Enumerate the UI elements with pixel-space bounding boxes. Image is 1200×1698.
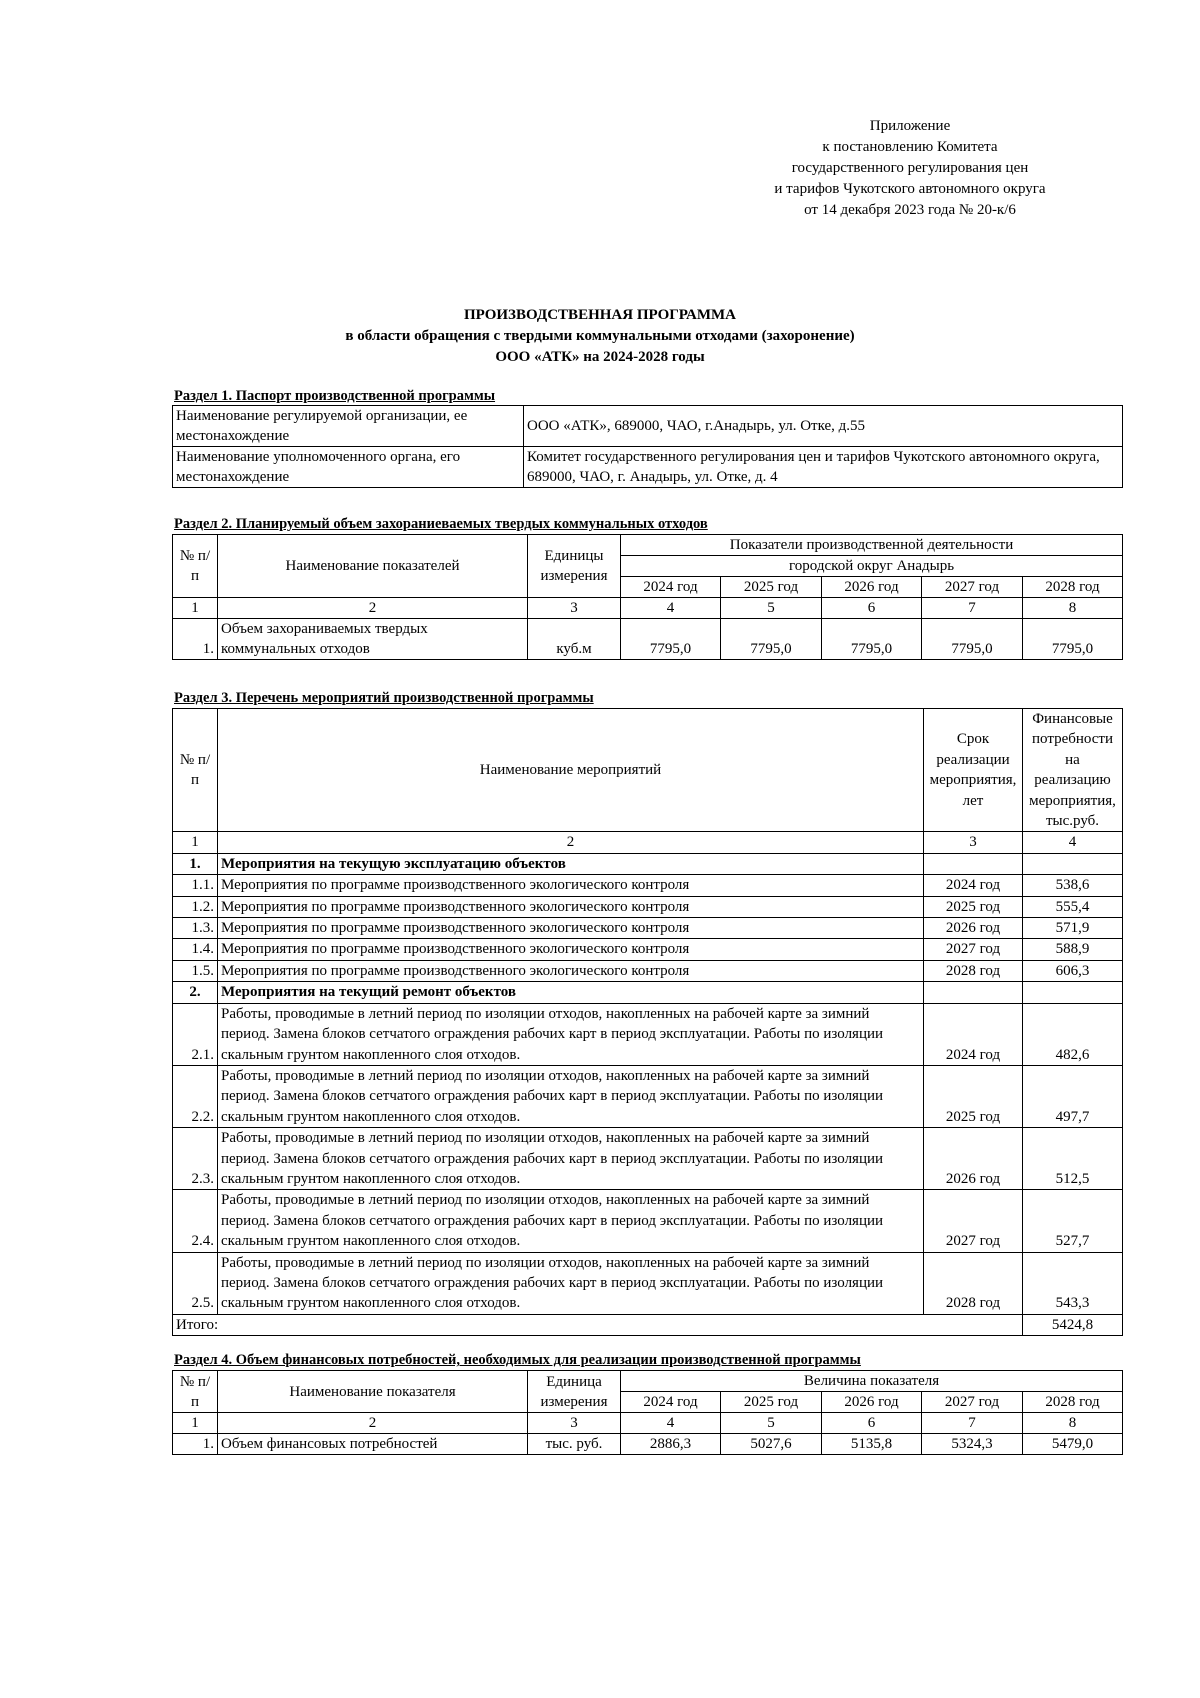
table-row xyxy=(173,1252,1123,1314)
document-title xyxy=(0,305,1200,368)
item-value: 543,3 xyxy=(1023,1252,1123,1314)
item-name: Мероприятия по программе производственного экологического контроля xyxy=(218,896,924,917)
item-term: 2025 год xyxy=(924,1065,1023,1127)
table-row xyxy=(173,535,1123,556)
row-name: Объем захораниваемых твердых коммунальных отходов xyxy=(218,619,528,660)
item-name: Работы, проводимые в летний период по изоляции отходов, накопленных на рабочей карте за зимний период. Замена блоков сетчатого ограждения рабочих карт в период эксплуатации. Работы по изоляции скальным грунтом накопленного слоя отходов. xyxy=(218,1128,924,1190)
empty-cell xyxy=(924,982,1023,1003)
table-row xyxy=(173,1371,1123,1392)
col-header-num: № п/п xyxy=(173,709,218,832)
col-number: 4 xyxy=(1023,832,1123,853)
empty-cell xyxy=(924,853,1023,874)
col-header-group: Показатели производственной деятельности xyxy=(621,535,1123,556)
row-name: Объем финансовых потребностей xyxy=(218,1434,528,1455)
item-num: 1.5. xyxy=(173,960,218,981)
item-num: 2.4. xyxy=(173,1190,218,1252)
table-row xyxy=(173,939,1123,960)
col-header-group: Величина показателя xyxy=(621,1371,1123,1392)
col-header-year: 2024 год xyxy=(621,1392,721,1413)
appendix-line: от 14 декабря 2023 года № 20-к/6 xyxy=(804,202,1016,218)
table-row xyxy=(173,918,1123,939)
item-num: 1.3. xyxy=(173,918,218,939)
col-number: 3 xyxy=(924,832,1023,853)
col-number: 6 xyxy=(822,598,922,619)
item-name: Работы, проводимые в летний период по изоляции отходов, накопленных на рабочей карте за зимний период. Замена блоков сетчатого ограждения рабочих карт в период эксплуатации. Работы по изоляции скальным грунтом накопленного слоя отходов. xyxy=(218,1003,924,1065)
title-line-1: ПРОИЗВОДСТВЕННАЯ ПРОГРАММА xyxy=(463,307,736,323)
item-num: 2.3. xyxy=(173,1128,218,1190)
item-term: 2028 год xyxy=(924,960,1023,981)
item-name: Мероприятия по программе производственного экологического контроля xyxy=(218,939,924,960)
table-row xyxy=(173,960,1123,981)
row-value: 7795,0 xyxy=(621,619,721,660)
table-row xyxy=(173,853,1123,874)
col-number: 4 xyxy=(621,1413,721,1434)
col-header-year: 2026 год xyxy=(822,577,922,598)
col-number: 6 xyxy=(822,1413,922,1434)
table-row xyxy=(173,1413,1123,1434)
table-row xyxy=(173,875,1123,896)
col-number: 8 xyxy=(1023,1413,1123,1434)
item-term: 2026 год xyxy=(924,918,1023,939)
col-number: 1 xyxy=(173,832,218,853)
group-name: Мероприятия на текущий ремонт объектов xyxy=(218,982,924,1003)
col-header-name: Наименование показателей xyxy=(218,535,528,598)
measures-table xyxy=(172,708,1123,1336)
appendix-line: к постановлению Комитета xyxy=(822,139,998,155)
row-value: 7795,0 xyxy=(822,619,922,660)
item-term: 2027 год xyxy=(924,1190,1023,1252)
section1-title: Раздел 1. Паспорт производственной программы xyxy=(174,388,496,404)
col-header-name: Наименование мероприятий xyxy=(218,709,924,832)
row-value: 7795,0 xyxy=(922,619,1023,660)
col-header-year: 2026 год xyxy=(822,1392,922,1413)
finance-table xyxy=(172,1370,1123,1455)
table-row xyxy=(173,598,1123,619)
item-num: 1.2. xyxy=(173,896,218,917)
item-name: Работы, проводимые в летний период по изоляции отходов, накопленных на рабочей карте за зимний период. Замена блоков сетчатого ограждения рабочих карт в период эксплуатации. Работы по изоляции скальным грунтом накопленного слоя отходов. xyxy=(218,1252,924,1314)
passport-value: ООО «АТК», 689000, ЧАО, г.Анадырь, ул. Отке, д.55 xyxy=(524,406,1123,447)
item-value: 555,4 xyxy=(1023,896,1123,917)
total-value: 5424,8 xyxy=(1023,1314,1123,1335)
row-unit: тыс. руб. xyxy=(528,1434,621,1455)
row-num: 1. xyxy=(173,619,218,660)
appendix-line: и тарифов Чукотского автономного округа xyxy=(774,181,1046,197)
item-term: 2028 год xyxy=(924,1252,1023,1314)
item-num: 1.4. xyxy=(173,939,218,960)
col-header-year: 2027 год xyxy=(922,1392,1023,1413)
title-line-2: в области обращения с твердыми коммунальными отходами (захоронение) xyxy=(345,328,855,344)
item-term: 2024 год xyxy=(924,1003,1023,1065)
col-header-num: № п/п xyxy=(173,1371,218,1413)
col-number: 7 xyxy=(922,598,1023,619)
col-header-num: № п/п xyxy=(173,535,218,598)
group-num: 1. xyxy=(173,853,218,874)
table-row xyxy=(173,1128,1123,1190)
table-row xyxy=(173,619,1123,660)
table-row xyxy=(173,982,1123,1003)
row-num: 1. xyxy=(173,1434,218,1455)
col-number: 2 xyxy=(218,832,924,853)
section3-title: Раздел 3. Перечень мероприятий производственной программы xyxy=(174,690,594,706)
col-header-year: 2028 год xyxy=(1023,1392,1123,1413)
empty-cell xyxy=(1023,853,1123,874)
table-row xyxy=(173,832,1123,853)
col-header-year: 2025 год xyxy=(721,577,822,598)
table-row xyxy=(173,709,1123,832)
item-value: 482,6 xyxy=(1023,1003,1123,1065)
col-number: 4 xyxy=(621,598,721,619)
table-row xyxy=(173,1190,1123,1252)
col-header-year: 2027 год xyxy=(922,577,1023,598)
section4-title: Раздел 4. Объем финансовых потребностей, необходимых для реализации производственной программы xyxy=(174,1352,861,1368)
empty-cell xyxy=(1023,982,1123,1003)
item-name: Мероприятия по программе производственного экологического контроля xyxy=(218,960,924,981)
item-term: 2025 год xyxy=(924,896,1023,917)
row-value: 5324,3 xyxy=(922,1434,1023,1455)
table-row xyxy=(173,406,1123,447)
row-value: 5027,6 xyxy=(721,1434,822,1455)
col-header-year: 2025 год xyxy=(721,1392,822,1413)
group-name: Мероприятия на текущую эксплуатацию объектов xyxy=(218,853,924,874)
table-row xyxy=(173,1434,1123,1455)
item-value: 527,7 xyxy=(1023,1190,1123,1252)
col-header-unit: Единица измерения xyxy=(528,1371,621,1413)
section2-title: Раздел 2. Планируемый объем захораниеваемых твердых коммунальных отходов xyxy=(174,516,708,532)
row-value: 5135,8 xyxy=(822,1434,922,1455)
table-row xyxy=(173,1314,1123,1335)
col-number: 3 xyxy=(528,1413,621,1434)
total-label: Итого: xyxy=(173,1314,1023,1335)
col-number: 1 xyxy=(173,1413,218,1434)
passport-table xyxy=(172,405,1123,488)
item-name: Работы, проводимые в летний период по изоляции отходов, накопленных на рабочей карте за зимний период. Замена блоков сетчатого ограждения рабочих карт в период эксплуатации. Работы по изоляции скальным грунтом накопленного слоя отходов. xyxy=(218,1065,924,1127)
item-term: 2024 год xyxy=(924,875,1023,896)
appendix-line: государственного регулирования цен xyxy=(791,160,1029,176)
item-name: Мероприятия по программе производственного экологического контроля xyxy=(218,875,924,896)
item-value: 606,3 xyxy=(1023,960,1123,981)
item-value: 571,9 xyxy=(1023,918,1123,939)
row-value: 5479,0 xyxy=(1023,1434,1123,1455)
col-number: 2 xyxy=(218,1413,528,1434)
col-number: 2 xyxy=(218,598,528,619)
col-number: 5 xyxy=(721,598,822,619)
row-unit: куб.м xyxy=(528,619,621,660)
group-num: 2. xyxy=(173,982,218,1003)
row-value: 7795,0 xyxy=(1023,619,1123,660)
passport-label: Наименование регулируемой организации, ее местонахождение xyxy=(173,406,524,447)
item-value: 497,7 xyxy=(1023,1065,1123,1127)
table-row xyxy=(173,447,1123,488)
col-number: 3 xyxy=(528,598,621,619)
passport-label: Наименование уполномоченного органа, его местонахождение xyxy=(173,447,524,488)
col-header-year: 2028 год xyxy=(1023,577,1123,598)
appendix-line: Приложение xyxy=(869,118,951,134)
col-header-term: Срок реализации мероприятия, лет xyxy=(924,709,1023,832)
col-header-subgroup: городской округ Анадырь xyxy=(621,556,1123,577)
col-header-finance: Финансовые потребности на реализацию мероприятия, тыс.руб. xyxy=(1023,709,1123,832)
item-term: 2027 год xyxy=(924,939,1023,960)
appendix-note xyxy=(740,116,1080,221)
item-name: Мероприятия по программе производственного экологического контроля xyxy=(218,918,924,939)
volume-table xyxy=(172,534,1123,660)
item-num: 2.2. xyxy=(173,1065,218,1127)
table-row xyxy=(173,1065,1123,1127)
row-value: 2886,3 xyxy=(621,1434,721,1455)
item-num: 2.5. xyxy=(173,1252,218,1314)
col-number: 1 xyxy=(173,598,218,619)
table-row xyxy=(173,1003,1123,1065)
item-name: Работы, проводимые в летний период по изоляции отходов, накопленных на рабочей карте за зимний период. Замена блоков сетчатого ограждения рабочих карт в период эксплуатации. Работы по изоляции скальным грунтом накопленного слоя отходов. xyxy=(218,1190,924,1252)
item-value: 512,5 xyxy=(1023,1128,1123,1190)
item-term: 2026 год xyxy=(924,1128,1023,1190)
col-header-unit: Единицы измерения xyxy=(528,535,621,598)
col-number: 8 xyxy=(1023,598,1123,619)
passport-value: Комитет государственного регулирования цен и тарифов Чукотского автономного округа, 689000, ЧАО, г. Анадырь, ул. Отке, д. 4 xyxy=(524,447,1123,488)
item-num: 2.1. xyxy=(173,1003,218,1065)
table-row xyxy=(173,896,1123,917)
item-value: 538,6 xyxy=(1023,875,1123,896)
col-number: 5 xyxy=(721,1413,822,1434)
item-value: 588,9 xyxy=(1023,939,1123,960)
col-number: 7 xyxy=(922,1413,1023,1434)
row-value: 7795,0 xyxy=(721,619,822,660)
col-header-name: Наименование показателя xyxy=(218,1371,528,1413)
item-num: 1.1. xyxy=(173,875,218,896)
col-header-year: 2024 год xyxy=(621,577,721,598)
title-line-3: ООО «АТК» на 2024-2028 годы xyxy=(495,349,705,365)
